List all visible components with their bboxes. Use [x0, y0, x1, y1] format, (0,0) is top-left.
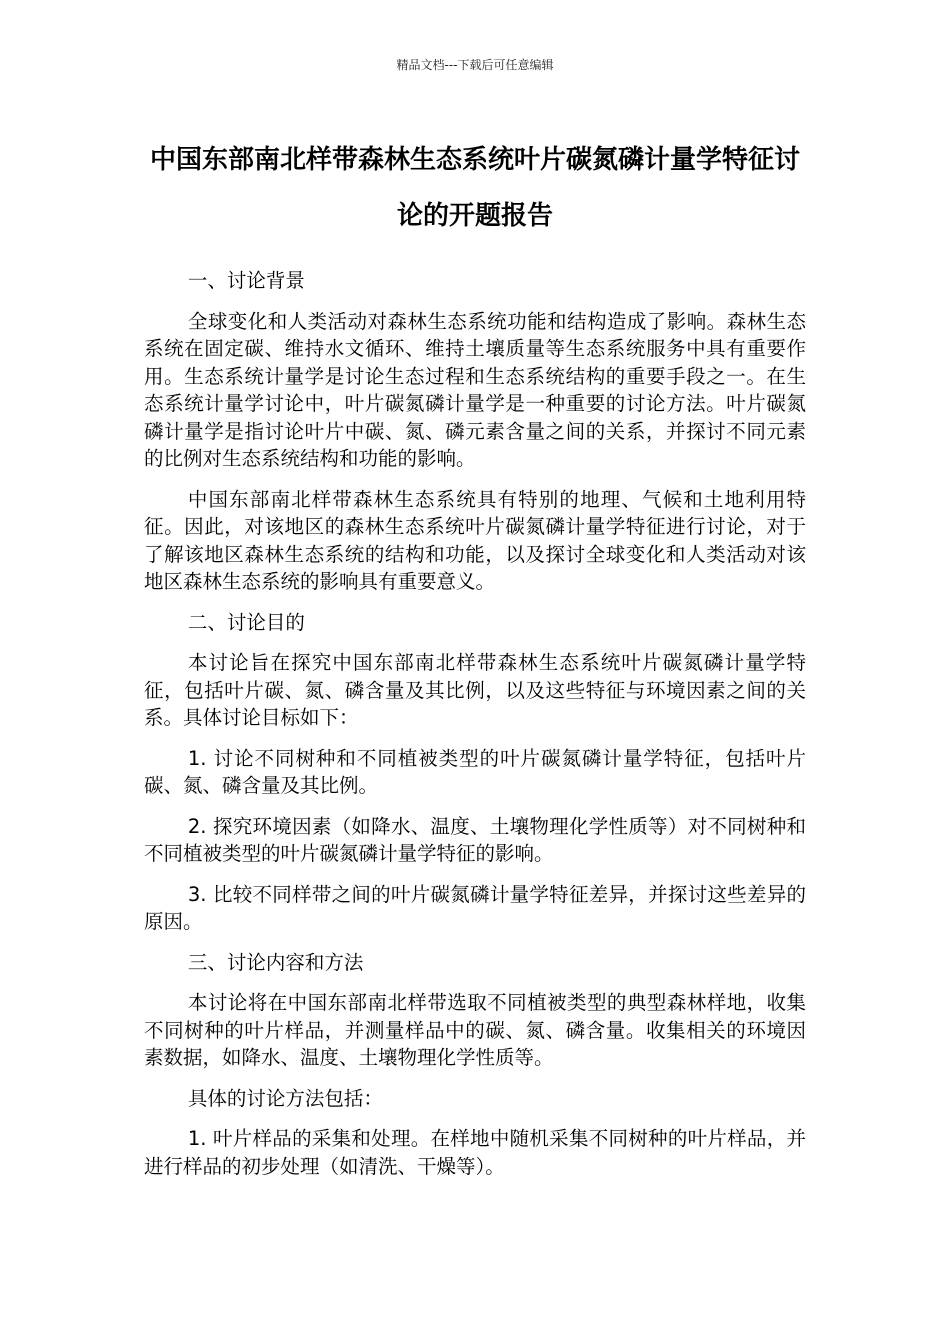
section-heading-methods: 三、讨论内容和方法 — [187, 950, 364, 974]
list-item: 2. 探究环境因素（如降水、温度、土壤物理化学性质等）对不同树种和不同植被类型的叶片碳氮磷计量学特征的影响。 — [144, 814, 806, 865]
section-heading-objectives: 二、讨论目的 — [187, 610, 305, 634]
document-body — [144, 267, 806, 1193]
document-title: 中国东部南北样带森林生态系统叶片碳氮磷计量学特征讨论的开题报告 — [149, 145, 800, 231]
list-item: 1. 叶片样品的采集和处理。在样地中随机采集不同树种的叶片样品，并进行样品的初步处理（如清洗、干燥等）。 — [144, 1127, 806, 1178]
list-item: 3. 比较不同样带之间的叶片碳氮磷计量学特征差异，并探讨这些差异的原因。 — [144, 882, 806, 933]
paragraph: 具体的讨论方法包括： — [187, 1086, 383, 1110]
paragraph: 本讨论将在中国东部南北样带选取不同植被类型的典型森林样地，收集不同树种的叶片样品，并测量样品中的碳、氮、磷含量。收集相关的环境因素数据，如降水、温度、土壤物理化学性质等。 — [144, 991, 806, 1069]
paragraph: 全球变化和人类活动对森林生态系统功能和结构造成了影响。森林生态系统在固定碳、维持水文循环、维持土壤质量等生态系统服务中具有重要作用。生态系统计量学是讨论生态过程和生态系统结构的重要手段之一。在生态系统计量学讨论中，叶片碳氮磷计量学是一种重要的讨论方法。叶片碳氮磷计量学是指讨论叶片中碳、氮、磷元素含量之间的关系，并探讨不同元素的比例对生态系统结构和功能的影响。 — [144, 309, 806, 470]
list-item: 1. 讨论不同树种和不同植被类型的叶片碳氮磷计量学特征，包括叶片碳、氮、磷含量及其比例。 — [144, 746, 806, 797]
paragraph: 中国东部南北样带森林生态系统具有特别的地理、气候和土地利用特征。因此，对该地区的森林生态系统叶片碳氮磷计量学特征进行讨论，对于了解该地区森林生态系统的结构和功能，以及探讨全球变化和人类活动对该地区森林生态系统的影响具有重要意义。 — [144, 487, 806, 593]
page-header: 精品文档---下载后可任意编辑 — [396, 58, 554, 72]
section-heading-background: 一、讨论背景 — [187, 269, 305, 292]
paragraph: 本讨论旨在探究中国东部南北样带森林生态系统叶片碳氮磷计量学特征，包括叶片碳、氮、磷含量及其比例，以及这些特征与环境因素之间的关系。具体讨论目标如下： — [144, 651, 806, 729]
